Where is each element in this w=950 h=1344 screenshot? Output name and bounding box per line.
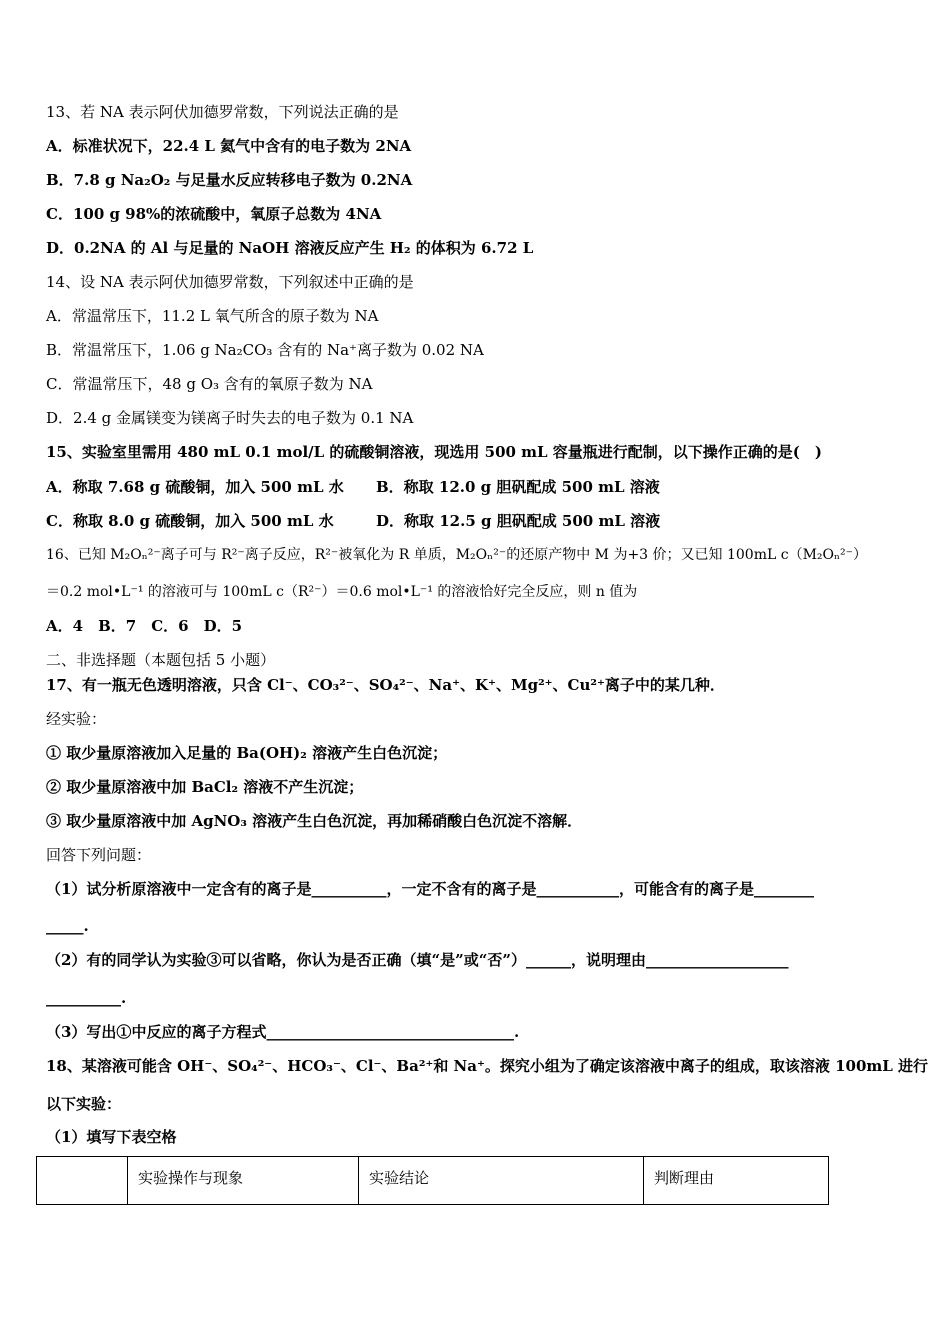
q17-experiment-1: ① 取少量原溶液加入足量的 Ba(OH)₂ 溶液产生白色沉淀； (46, 744, 448, 762)
table-header-cell: 实验操作与现象 (128, 1157, 359, 1205)
q13-stem: 13、若 NA 表示阿伏加德罗常数，下列说法正确的是 (46, 103, 399, 121)
q15-option-a: A．称取 7.68 g 硫酸铜，加入 500 mL 水 (46, 478, 344, 496)
table-header-cell: 实验结论 (359, 1157, 644, 1205)
q14-option-a: A．常温常压下，11.2 L 氧气所含的原子数为 NA (46, 307, 379, 325)
q17-sub1-cont: _____. (46, 917, 89, 935)
section-heading: 二、非选择题（本题包括 5 小题） (46, 651, 276, 669)
q14-stem: 14、设 NA 表示阿伏加德罗常数，下列叙述中正确的是 (46, 273, 414, 291)
q17-sub2: （2）有的同学认为实验③可以省略，你认为是否正确（填“是”或“否”）______，说明理由___________________ (46, 951, 789, 969)
q13-option-d: D．0.2NA 的 Al 与足量的 NaOH 溶液反应产生 H₂ 的体积为 6.72 L (46, 239, 534, 257)
table-header-cell: 判断理由 (644, 1157, 829, 1205)
q15-option-b: B．称取 12.0 g 胆矾配成 500 mL 溶液 (376, 478, 660, 496)
q17-sub2-cont: __________. (46, 989, 127, 1007)
q14-option-b: B．常温常压下，1.06 g Na₂CO₃ 含有的 Na⁺离子数为 0.02 NA (46, 341, 484, 359)
q16-line1: 16、已知 M₂Oₙ²⁻离子可与 R²⁻离子反应，R²⁻被氧化为 R 单质，M₂Oₙ²⁻的还原产物中 M 为+3 价；又已知 100mL c（M₂Oₙ²⁻） (46, 547, 868, 563)
q17-sub3: （3）写出①中反应的离子方程式_________________________________. (46, 1023, 520, 1041)
table-header-cell (37, 1157, 128, 1205)
q17-answer-title: 回答下列问题： (46, 846, 152, 864)
q17-experiment-3: ③ 取少量原溶液中加 AgNO₃ 溶液产生白色沉淀，再加稀硝酸白色沉淀不溶解． (46, 812, 583, 830)
q18-table (36, 1156, 829, 1205)
q18-line2: 以下实验： (46, 1095, 122, 1113)
q15-option-c: C．称取 8.0 g 硫酸铜，加入 500 mL 水 (46, 512, 334, 530)
q14-option-c: C．常温常压下，48 g O₃ 含有的氧原子数为 NA (46, 375, 373, 393)
q15-stem: 15、实验室里需用 480 mL 0.1 mol/L 的硫酸铜溶液，现选用 500 mL 容量瓶进行配制，以下操作正确的是( ) (46, 443, 823, 461)
q13-option-a: A．标准状况下，22.4 L 氦气中含有的电子数为 2NA (46, 137, 412, 155)
q15-option-d: D．称取 12.5 g 胆矾配成 500 mL 溶液 (376, 512, 661, 530)
q17-experiment-2: ② 取少量原溶液中加 BaCl₂ 溶液不产生沉淀； (46, 778, 364, 796)
q18-sub1: （1）填写下表空格 (46, 1128, 177, 1146)
q14-option-d: D．2.4 g 金属镁变为镁离子时失去的电子数为 0.1 NA (46, 409, 414, 427)
table-row (37, 1157, 829, 1205)
q13-option-c: C．100 g 98%的浓硫酸中，氧原子总数为 4NA (46, 205, 382, 223)
q13-option-b: B．7.8 g Na₂O₂ 与足量水反应转移电子数为 0.2NA (46, 171, 413, 189)
q18-line1: 18、某溶液可能含 OH⁻、SO₄²⁻、HCO₃⁻、Cl⁻、Ba²⁺和 Na⁺。探究小组为了确定该溶液中离子的组成，取该溶液 100mL 进行 (46, 1057, 929, 1075)
q17-experiments-title: 经实验： (46, 710, 107, 728)
q17-sub1: （1）试分析原溶液中一定含有的离子是__________，一定不含有的离子是___________，可能含有的离子是________ (46, 880, 814, 898)
q17-stem: 17、有一瓶无色透明溶液，只含 Cl⁻、CO₃²⁻、SO₄²⁻、Na⁺、K⁺、Mg²⁺、Cu²⁺离子中的某几种． (46, 676, 725, 694)
q16-options: A．4 B．7 C．6 D．5 (46, 617, 243, 635)
q16-line2: ＝0.2 mol•L⁻¹ 的溶液可与 100mL c（R²⁻）＝0.6 mol•L⁻¹ 的溶液恰好完全反应，则 n 值为 (46, 584, 638, 600)
